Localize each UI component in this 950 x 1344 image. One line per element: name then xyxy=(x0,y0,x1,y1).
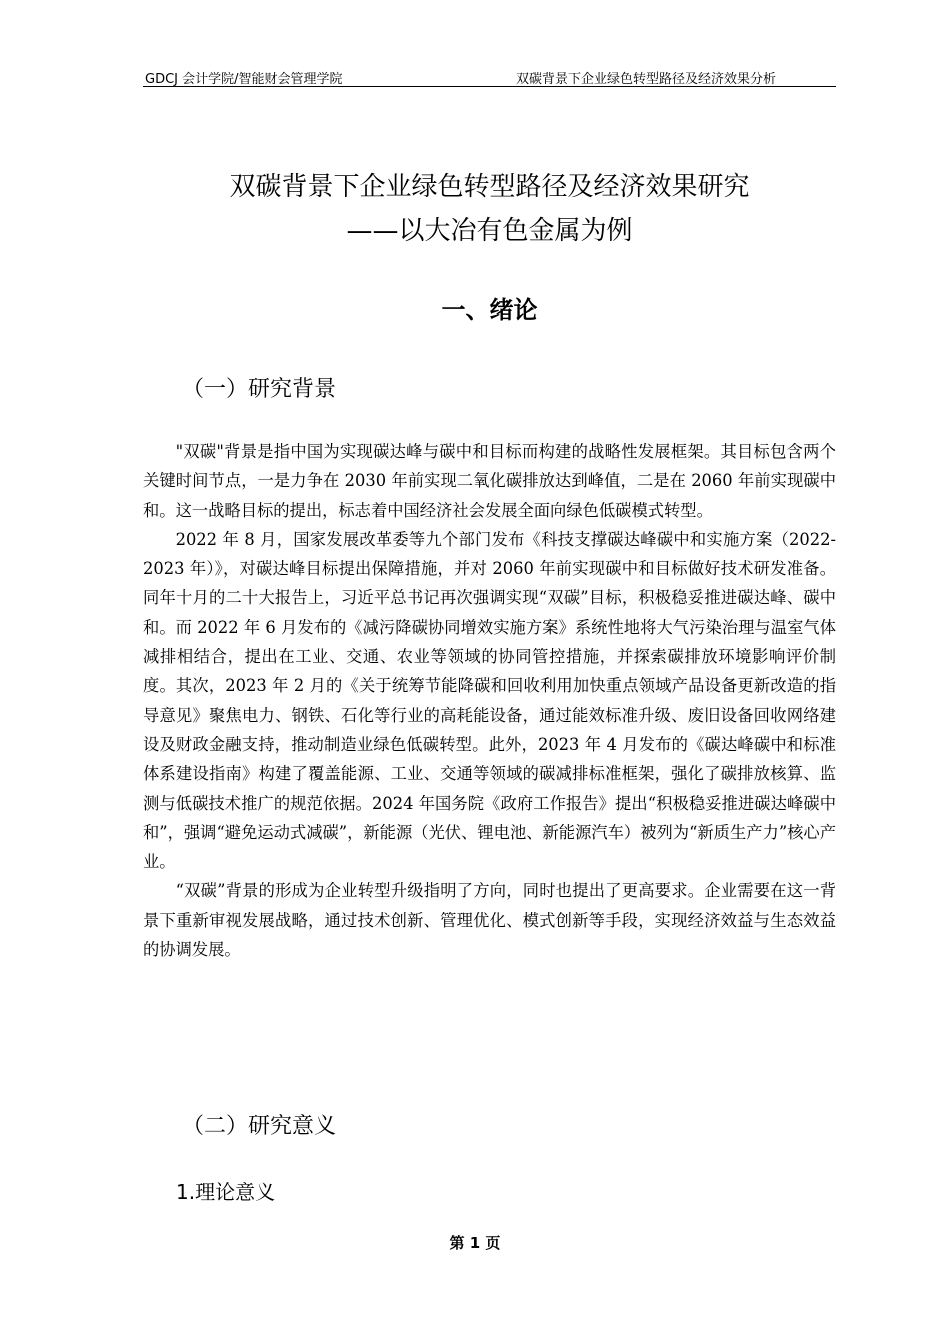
paragraph: 2022 年 8 月，国家发展改革委等九个部门发布《科技支撑碳达峰碳中和实施方案（2022-2023 年）》，对碳达峰目标提出保障措施，并对 2060 年前实现碳中和目标做好技术研发准备。同年十月的二十大报告上，习近平总书记再次强调实现“双碳”目标，积极稳妥推进碳达峰、碳中和。而 2022 年 6 月发布的《减污降碳协同增效实施方案》系统性地将大气污染治理与温室气体减排相结合，提出在工业、交通、农业等领域的协同管控措施，并探索碳排放环境影响评价制度。其次，2023 年 2 月的《关于统筹节能降碳和回收利用加快重点领域产品设备更新改造的指导意见》聚焦电力、钢铁、石化等行业的高耗能设备，通过能效标准升级、废旧设备回收网络建设及财政金融支持，推动制造业绿色低碳转型。此外，2023 年 4 月发布的《碳达峰碳中和标准体系建设指南》构建了覆盖能源、工业、交通等领域的碳减排标准框架，强化了碳排放核算、监测与低碳技术推广的规范依据。2024 年国务院《政府工作报告》提出“积极稳妥推进碳达峰碳中和”，强调“避免运动式减碳”，新能源（光伏、锂电池、新能源汽车）被列为“新质生产力”核心产业。 xyxy=(143,529,836,872)
paragraph: "双碳"背景是指中国为实现碳达峰与碳中和目标而构建的战略性发展框架。其目标包含两个关键时间节点，一是力争在 2030 年前实现二氧化碳排放达到峰值，二是在 2060 年前实现碳中和。这一战略目标的提出，标志着中国经济社会发展全面向绿色低碳模式转型。 xyxy=(143,442,836,520)
paragraph: “双碳”背景的形成为企业转型升级指明了方向，同时也提出了更高要求。企业需要在这一背景下重新审视发展战略，通过技术创新、管理优化、模式创新等手段，实现经济效益与生态效益的协调发展。 xyxy=(143,881,836,960)
chapter-heading: 一、绪论 xyxy=(441,296,538,324)
section-heading-significance: （二）研究意义 xyxy=(182,1114,337,1139)
header-left-text: GDCJ 会计学院/智能财会管理学院 xyxy=(145,72,343,87)
header-right-text: 双碳背景下企业绿色转型路径及经济效果分析 xyxy=(515,72,776,87)
body-text xyxy=(143,437,836,964)
paper-subtitle: ——以大冶有色金属为例 xyxy=(346,216,633,246)
page-number: 第 1 页 xyxy=(449,1234,501,1252)
section-heading-background: （一）研究背景 xyxy=(182,377,337,402)
subsection-heading-theory: 1.理论意义 xyxy=(176,1180,276,1204)
page-header xyxy=(143,66,836,87)
paper-title: 双碳背景下企业绿色转型路径及经济效果研究 xyxy=(229,172,750,202)
